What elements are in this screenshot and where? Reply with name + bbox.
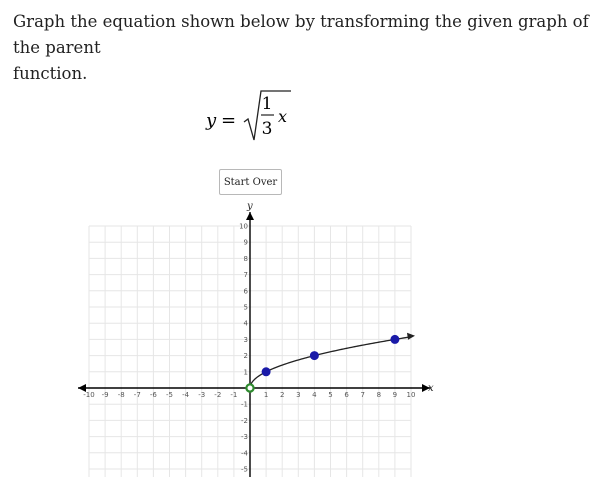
draggable-point[interactable] (391, 335, 399, 343)
x-axis-label: x (428, 383, 434, 394)
x-tick-label: 8 (376, 391, 382, 399)
equation-equals: = (221, 110, 237, 131)
y-tick-label: -4 (241, 449, 248, 458)
x-tick-label: 4 (312, 391, 317, 399)
curve-layer (250, 333, 415, 388)
equation-lhs: y (206, 110, 217, 131)
prompt-line-2: function. (13, 64, 88, 83)
y-axis-top-arrow (246, 212, 254, 220)
y-tick-label: 8 (243, 254, 248, 263)
x-tick-label: -2 (214, 391, 222, 399)
x-tick-label: 3 (296, 391, 301, 399)
start-over-button[interactable]: Start Over (219, 169, 282, 195)
fraction-denominator: 3 (261, 119, 273, 139)
x-tick-label: -9 (101, 391, 109, 399)
prompt-line-1: Graph the equation shown below by transforming the given graph of the parent (13, 12, 589, 57)
point-layer[interactable] (243, 335, 399, 391)
draggable-point[interactable] (310, 352, 318, 360)
y-tick-label: 10 (239, 222, 248, 231)
y-axis-label: y (247, 201, 253, 212)
x-tick-label: -10 (83, 391, 95, 399)
y-tick-label: 2 (243, 352, 248, 361)
equation (200, 88, 310, 148)
origin-handle-point[interactable] (246, 384, 253, 391)
x-tick-label: 1 (263, 391, 269, 399)
y-tick-label: 6 (243, 287, 248, 296)
y-tick-label: 3 (243, 335, 248, 344)
x-tick-label: -4 (182, 391, 190, 399)
y-tick-label: -5 (241, 465, 248, 474)
x-tick-label: 5 (328, 391, 333, 399)
x-tick-label: -1 (230, 391, 238, 399)
x-tick-label: 10 (406, 391, 416, 399)
y-tick-label: 7 (243, 271, 248, 280)
coordinate-graph[interactable] (70, 198, 450, 477)
fraction-numerator: 1 (261, 94, 273, 114)
x-tick-label: 9 (392, 391, 398, 399)
equation-variable: x (278, 107, 288, 126)
x-tick-label: -5 (166, 391, 173, 399)
y-tick-label: -2 (241, 416, 248, 425)
x-tick-label: -7 (133, 391, 141, 399)
y-tick-label: 9 (243, 238, 248, 247)
y-tick-label: -1 (241, 400, 248, 409)
question-prompt (13, 9, 598, 87)
y-tick-label: -3 (241, 433, 248, 442)
x-tick-label: 2 (279, 391, 285, 399)
draggable-point[interactable] (262, 368, 270, 376)
y-tick-label: 4 (243, 319, 248, 328)
y-tick-label: 1 (243, 368, 248, 377)
x-tick-label: -6 (149, 391, 157, 399)
x-tick-label: 6 (344, 391, 349, 399)
x-tick-label: -3 (198, 391, 206, 399)
x-tick-label: -8 (117, 391, 125, 399)
y-tick-label: 5 (243, 303, 248, 312)
x-tick-label: 7 (360, 391, 365, 399)
